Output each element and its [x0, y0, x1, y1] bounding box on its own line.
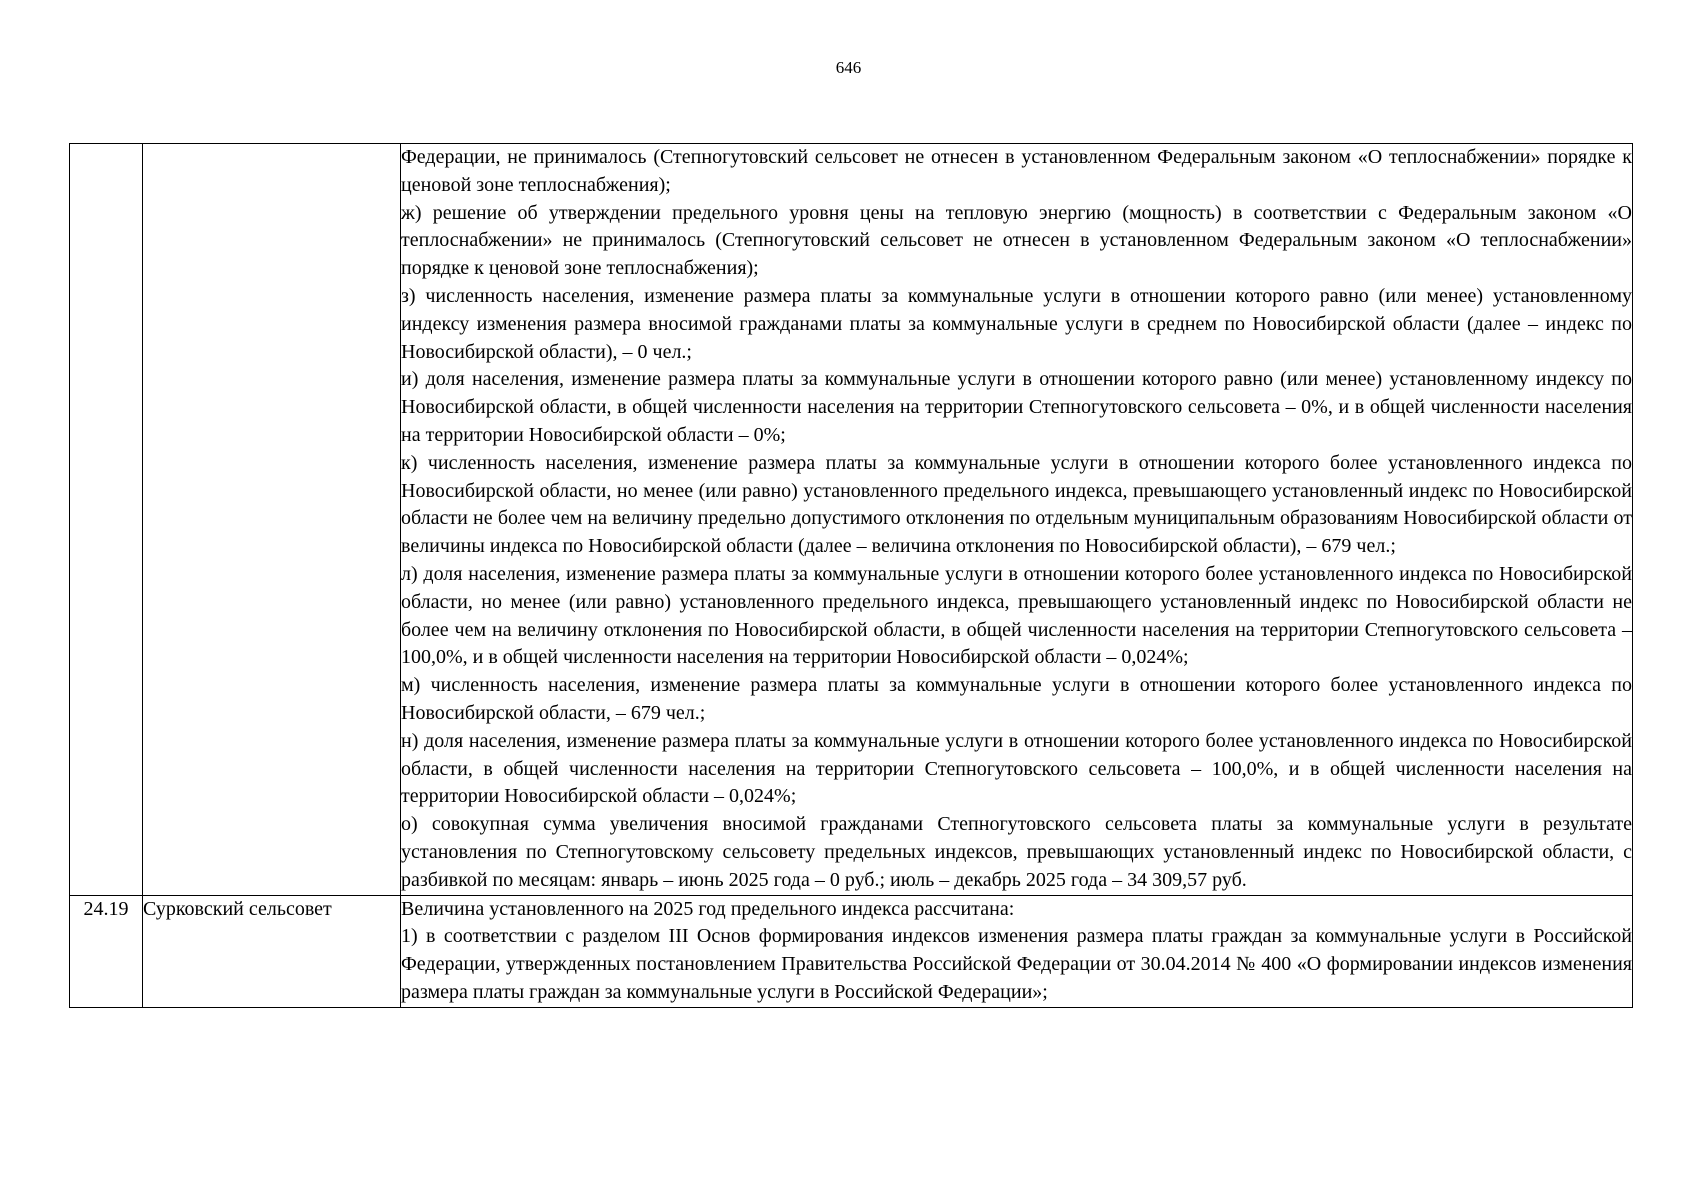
paragraph: з) численность населения, изменение размера платы за коммунальные услуги в отношении которого равно (или менее) установленному индексу изменения размера вносимой гражданами платы за коммунальные услуги в среднем по Новосибирской области (далее – индекс по Новосибирской области), – 0 чел.; — [401, 284, 1632, 363]
paragraph: и) доля населения, изменение размера платы за коммунальные услуги в отношении которого равно (или менее) установленному индексу по Новосибирской области, в общей численности населения на территории Степногутовского сельсовета – 0%, и в общей численности населения на территории Новосибирской области – 0%; — [401, 368, 1632, 446]
paragraph: м) численность населения, изменение размера платы за коммунальные услуги в отношении которого более установленного индекса по Новосибирской области, – 679 чел.; — [401, 674, 1632, 724]
page-number: 646 — [835, 58, 862, 77]
table-row — [70, 144, 1633, 896]
municipality-name-cell — [143, 144, 401, 896]
description-cell — [401, 895, 1633, 1007]
description-cell — [401, 144, 1633, 896]
paragraph: 1) в соответствии с разделом III Основ формирования индексов изменения размера платы граждан за коммунальные услуги в Российской Федерации, утвержденных постановлением Правительства Российской Федерации от 30.04.2014 № 400 «О формировании индексов изменения размера платы граждан за коммунальные услуги в Российской Федерации»; — [401, 925, 1632, 1003]
municipality-name-cell: Сурковский сельсовет — [143, 895, 401, 1007]
paragraph: к) численность населения, изменение размера платы за коммунальные услуги в отношении которого более установленного индекса по Новосибирской области, но менее (или равно) установленного предельного индекса, превышающего установленный индекс по Новосибирской области не более чем на величину предельно допустимого отклонения по отдельным муниципальным образованиям Новосибирской области от величины индекса по Новосибирской области (далее – величина отклонения по Новосибирской области), – 679 чел.; — [401, 451, 1632, 558]
row-number-cell: 24.19 — [70, 895, 143, 1007]
paragraph: л) доля населения, изменение размера платы за коммунальные услуги в отношении которого более установленного индекса по Новосибирской области, но менее (или равно) установленного предельного индекса, превышающего установленный индекс по Новосибирской области не более чем на величину отклонения по Новосибирской области, в общей численности населения на территории Степногутовского сельсовета – 100,0%, и в общей численности населения на территории Новосибирской области – 0,024%; — [401, 562, 1632, 669]
paragraph: о) совокупная сумма увеличения вносимой гражданами Степногутовского сельсовета платы за коммунальные услуги в результате установления по Степногутовскому сельсовету предельных индексов, превышающих установленный индекс по Новосибирской области, с разбивкой по месяцам: январь – июнь 2025 года – 0 руб.; июль – декабрь 2025 года – 34 309,57 руб. — [401, 813, 1632, 891]
document-table — [69, 143, 1633, 1008]
paragraph: ж) решение об утверждении предельного уровня цены на тепловую энергию (мощность) в соответствии с Федеральным законом «О теплоснабжении» не принималось (Степногутовский сельсовет не отнесен в установленном Федеральным законом «О теплоснабжении» порядке к ценовой зоне теплоснабжения); — [401, 201, 1632, 280]
table-row — [70, 895, 1633, 1007]
paragraph: Величина установленного на 2025 год предельного индекса рассчитана: — [401, 897, 1015, 920]
paragraph: Федерации, не принималось (Степногутовский сельсовет не отнесен в установленном Федеральным законом «О теплоснабжении» порядке к ценовой зоне теплоснабжения); — [401, 146, 1632, 196]
row-number-cell — [70, 144, 143, 896]
paragraph: н) доля населения, изменение размера платы за коммунальные услуги в отношении которого более установленного индекса по Новосибирской области, в общей численности населения на территории Степногутовского сельсовета – 100,0%, и в общей численности населения на территории Новосибирской области – 0,024%; — [401, 729, 1632, 808]
